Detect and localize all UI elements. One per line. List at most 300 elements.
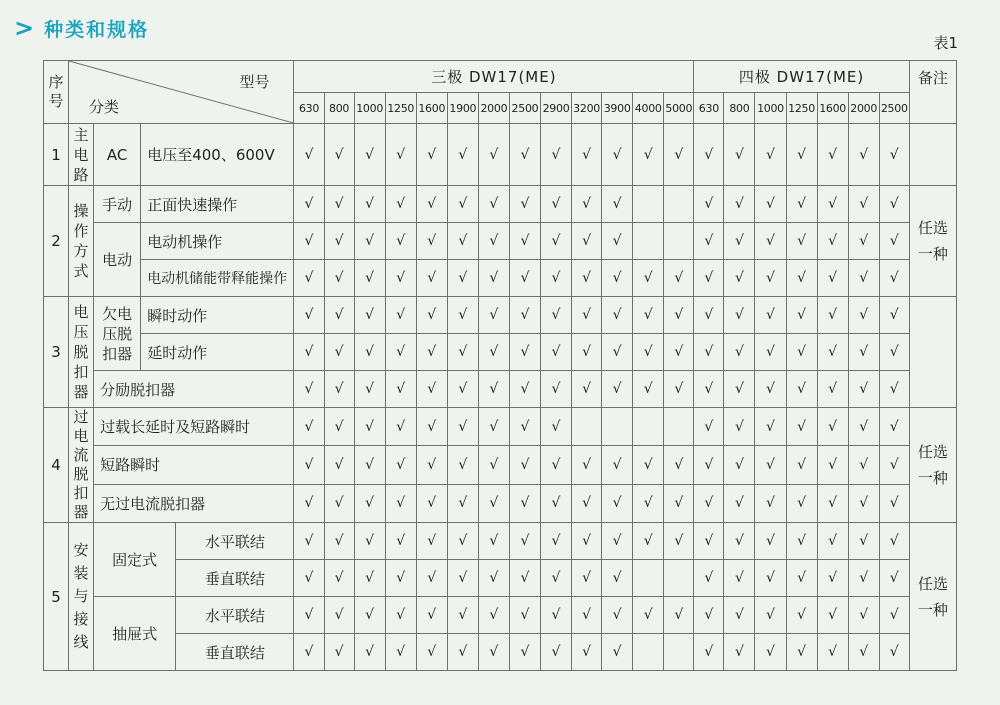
check-four-1000: √ <box>755 223 786 260</box>
group-overcurrent <box>69 408 94 523</box>
check-four-1600: √ <box>817 124 848 186</box>
amp-three-630: 630 <box>294 93 324 124</box>
check-three-3900: √ <box>602 260 633 297</box>
check-three-1600: √ <box>416 334 447 371</box>
check-three-1000: √ <box>354 124 385 186</box>
amp-three-4000: 4000 <box>633 93 664 124</box>
check-three-800: √ <box>324 408 354 446</box>
check-four-1600: √ <box>817 484 848 522</box>
check-three-630: √ <box>294 634 324 671</box>
check-three-5000 <box>664 223 694 260</box>
check-three-3200: √ <box>572 484 602 522</box>
table-row <box>44 560 957 597</box>
remark-cell <box>909 523 956 671</box>
check-four-630: √ <box>694 297 724 334</box>
check-three-1900: √ <box>447 124 478 186</box>
check-four-630: √ <box>694 124 724 186</box>
check-four-1000: √ <box>755 186 786 223</box>
check-four-1600: √ <box>817 597 848 634</box>
check-four-2000: √ <box>848 408 879 446</box>
check-three-2900: √ <box>540 446 571 484</box>
check-four-1250: √ <box>786 297 817 334</box>
check-three-2500: √ <box>509 560 540 597</box>
item-fixed-vertical: 垂直联结 <box>176 560 294 597</box>
check-three-4000: √ <box>633 297 664 334</box>
check-three-2500: √ <box>509 523 540 560</box>
check-three-3900: √ <box>602 597 633 634</box>
check-three-1250: √ <box>385 124 416 186</box>
seq-5: 5 <box>44 523 69 671</box>
check-four-2000: √ <box>848 297 879 334</box>
check-three-800: √ <box>324 484 354 522</box>
check-three-800: √ <box>324 260 354 297</box>
check-three-1600: √ <box>416 260 447 297</box>
header-four-pole: 四极 DW17(ME) <box>694 61 909 93</box>
amp-four-2500: 2500 <box>879 93 909 124</box>
check-four-630: √ <box>694 634 724 671</box>
check-three-800: √ <box>324 186 354 223</box>
check-four-1250: √ <box>786 560 817 597</box>
check-three-2500: √ <box>509 223 540 260</box>
sub-electric: 电动 <box>94 223 141 297</box>
item-instant: 瞬时动作 <box>141 297 294 334</box>
check-three-1000: √ <box>354 408 385 446</box>
check-three-1600: √ <box>416 223 447 260</box>
check-three-5000: √ <box>664 124 694 186</box>
amp-four-2000: 2000 <box>848 93 879 124</box>
check-three-630: √ <box>294 408 324 446</box>
check-four-2000: √ <box>848 446 879 484</box>
check-three-630: √ <box>294 334 324 371</box>
sub-fixed: 固定式 <box>94 523 176 597</box>
amp-three-1250: 1250 <box>385 93 416 124</box>
check-four-2500: √ <box>879 223 909 260</box>
check-four-1600: √ <box>817 260 848 297</box>
check-three-1900: √ <box>447 408 478 446</box>
remark-cell <box>909 408 956 523</box>
check-three-2900: √ <box>540 484 571 522</box>
check-three-1000: √ <box>354 186 385 223</box>
check-three-1000: √ <box>354 297 385 334</box>
check-three-1250: √ <box>385 371 416 408</box>
check-four-630: √ <box>694 186 724 223</box>
check-three-1000: √ <box>354 334 385 371</box>
check-three-2000: √ <box>478 634 509 671</box>
amp-three-1000: 1000 <box>354 93 385 124</box>
group-operation <box>69 186 94 297</box>
check-four-2500: √ <box>879 634 909 671</box>
check-four-800: √ <box>724 634 755 671</box>
check-four-1250: √ <box>786 446 817 484</box>
check-three-2900: √ <box>540 260 571 297</box>
check-four-2500: √ <box>879 334 909 371</box>
check-four-1600: √ <box>817 408 848 446</box>
check-four-2500: √ <box>879 124 909 186</box>
check-three-800: √ <box>324 560 354 597</box>
check-three-3900: √ <box>602 223 633 260</box>
check-three-630: √ <box>294 186 324 223</box>
check-three-2000: √ <box>478 371 509 408</box>
group-main-circuit <box>69 124 94 186</box>
check-three-3900: √ <box>602 484 633 522</box>
sub-manual: 手动 <box>94 186 141 223</box>
check-three-4000: √ <box>633 446 664 484</box>
check-four-2500: √ <box>879 597 909 634</box>
check-four-1000: √ <box>755 560 786 597</box>
amp-four-800: 800 <box>724 93 755 124</box>
check-three-1900: √ <box>447 446 478 484</box>
check-four-800: √ <box>724 334 755 371</box>
check-three-1900: √ <box>447 186 478 223</box>
check-three-3900: √ <box>602 634 633 671</box>
check-four-2000: √ <box>848 560 879 597</box>
check-three-5000: √ <box>664 260 694 297</box>
check-three-630: √ <box>294 297 324 334</box>
check-three-1900: √ <box>447 484 478 522</box>
check-three-3900: √ <box>602 446 633 484</box>
chevron-right-icon: > <box>14 14 35 42</box>
check-four-800: √ <box>724 484 755 522</box>
check-three-3900: √ <box>602 124 633 186</box>
check-three-5000: √ <box>664 297 694 334</box>
check-four-630: √ <box>694 560 724 597</box>
check-four-1000: √ <box>755 523 786 560</box>
check-four-630: √ <box>694 523 724 560</box>
check-three-1250: √ <box>385 297 416 334</box>
item-short-instant: 短路瞬时 <box>94 446 294 484</box>
check-three-3900: √ <box>602 334 633 371</box>
check-three-3900: √ <box>602 297 633 334</box>
check-three-2000: √ <box>478 446 509 484</box>
check-three-800: √ <box>324 523 354 560</box>
amp-three-2500: 2500 <box>509 93 540 124</box>
remark-text: 任选一种 <box>917 443 948 487</box>
table-row <box>44 484 957 522</box>
group-voltage-release-text: 电压脱扣器 <box>73 303 89 401</box>
check-three-5000: √ <box>664 446 694 484</box>
check-three-1250: √ <box>385 334 416 371</box>
check-three-3200: √ <box>572 297 602 334</box>
seq-3: 3 <box>44 297 69 408</box>
check-three-2900: √ <box>540 124 571 186</box>
check-four-2500: √ <box>879 446 909 484</box>
check-three-5000 <box>664 634 694 671</box>
check-three-1900: √ <box>447 260 478 297</box>
item-voltage: 电压至400、600V <box>141 124 294 186</box>
check-three-1600: √ <box>416 634 447 671</box>
group-voltage-release <box>69 297 94 408</box>
sub-undervoltage <box>94 297 141 371</box>
check-three-1600: √ <box>416 124 447 186</box>
seq-1: 1 <box>44 124 69 186</box>
check-three-3900: √ <box>602 560 633 597</box>
table-row <box>44 186 957 223</box>
check-three-800: √ <box>324 223 354 260</box>
check-three-2900: √ <box>540 334 571 371</box>
amp-three-3900: 3900 <box>602 93 633 124</box>
check-three-800: √ <box>324 124 354 186</box>
check-four-800: √ <box>724 124 755 186</box>
check-three-5000: √ <box>664 597 694 634</box>
check-three-630: √ <box>294 597 324 634</box>
check-three-630: √ <box>294 371 324 408</box>
check-three-2000: √ <box>478 484 509 522</box>
check-three-1900: √ <box>447 597 478 634</box>
header-seq <box>44 61 69 124</box>
check-three-1600: √ <box>416 371 447 408</box>
check-four-2000: √ <box>848 634 879 671</box>
amp-three-1900: 1900 <box>447 93 478 124</box>
item-drawout-vertical: 垂直联结 <box>176 634 294 671</box>
check-three-1600: √ <box>416 446 447 484</box>
check-three-1000: √ <box>354 446 385 484</box>
check-four-1250: √ <box>786 408 817 446</box>
check-four-800: √ <box>724 371 755 408</box>
check-four-1600: √ <box>817 186 848 223</box>
check-three-3200: √ <box>572 371 602 408</box>
table-row <box>44 260 957 297</box>
check-three-5000: √ <box>664 484 694 522</box>
check-three-5000 <box>664 408 694 446</box>
check-three-2500: √ <box>509 408 540 446</box>
check-four-630: √ <box>694 446 724 484</box>
check-three-1250: √ <box>385 597 416 634</box>
check-four-800: √ <box>724 560 755 597</box>
check-three-2900: √ <box>540 560 571 597</box>
table-row <box>44 297 957 334</box>
item-no-overcurrent: 无过电流脱扣器 <box>94 484 294 522</box>
check-three-800: √ <box>324 446 354 484</box>
check-four-2500: √ <box>879 523 909 560</box>
check-four-800: √ <box>724 523 755 560</box>
check-three-630: √ <box>294 523 324 560</box>
check-four-2500: √ <box>879 297 909 334</box>
check-four-2000: √ <box>848 597 879 634</box>
seq-2: 2 <box>44 186 69 297</box>
remark-cell <box>909 186 956 297</box>
check-three-4000: √ <box>633 523 664 560</box>
check-three-2500: √ <box>509 634 540 671</box>
check-three-1250: √ <box>385 408 416 446</box>
check-three-3200: √ <box>572 186 602 223</box>
check-three-1000: √ <box>354 560 385 597</box>
check-three-2000: √ <box>478 408 509 446</box>
check-three-2000: √ <box>478 223 509 260</box>
item-long-delay: 过载长延时及短路瞬时 <box>94 408 294 446</box>
check-four-800: √ <box>724 186 755 223</box>
check-four-800: √ <box>724 408 755 446</box>
check-three-4000 <box>633 186 664 223</box>
check-three-3200: √ <box>572 334 602 371</box>
check-three-2000: √ <box>478 186 509 223</box>
check-three-2000: √ <box>478 334 509 371</box>
check-four-2000: √ <box>848 334 879 371</box>
table-row <box>44 523 957 560</box>
group-mounting <box>69 523 94 671</box>
check-four-1000: √ <box>755 371 786 408</box>
sub-drawout: 抽屉式 <box>94 597 176 671</box>
check-four-1250: √ <box>786 523 817 560</box>
check-three-1600: √ <box>416 297 447 334</box>
item-motor-store: 电动机储能带释能操作 <box>141 260 294 297</box>
check-three-2900: √ <box>540 634 571 671</box>
check-three-1250: √ <box>385 634 416 671</box>
table-row <box>44 334 957 371</box>
check-three-1000: √ <box>354 484 385 522</box>
table-number: 表1 <box>933 34 958 52</box>
check-four-800: √ <box>724 297 755 334</box>
check-four-630: √ <box>694 408 724 446</box>
check-three-630: √ <box>294 484 324 522</box>
check-three-5000 <box>664 186 694 223</box>
check-four-1600: √ <box>817 446 848 484</box>
check-three-3900: √ <box>602 523 633 560</box>
check-four-1250: √ <box>786 186 817 223</box>
check-three-1250: √ <box>385 523 416 560</box>
header-category: 分类 <box>89 98 120 116</box>
check-three-4000: √ <box>633 371 664 408</box>
check-three-3200 <box>572 408 602 446</box>
check-four-1000: √ <box>755 334 786 371</box>
table-row <box>44 223 957 260</box>
amp-three-2000: 2000 <box>478 93 509 124</box>
check-four-2000: √ <box>848 124 879 186</box>
amp-four-630: 630 <box>694 93 724 124</box>
check-four-630: √ <box>694 334 724 371</box>
check-three-4000 <box>633 223 664 260</box>
check-four-2500: √ <box>879 484 909 522</box>
check-three-2000: √ <box>478 560 509 597</box>
check-three-2500: √ <box>509 186 540 223</box>
check-three-1900: √ <box>447 371 478 408</box>
check-four-800: √ <box>724 597 755 634</box>
section-header <box>14 14 149 42</box>
check-three-3200: √ <box>572 446 602 484</box>
check-three-3200: √ <box>572 560 602 597</box>
check-three-2900: √ <box>540 597 571 634</box>
table-row <box>44 371 957 408</box>
check-three-1900: √ <box>447 523 478 560</box>
check-three-2500: √ <box>509 371 540 408</box>
check-three-630: √ <box>294 560 324 597</box>
check-three-1250: √ <box>385 484 416 522</box>
check-four-2000: √ <box>848 484 879 522</box>
table-row <box>44 634 957 671</box>
check-four-2500: √ <box>879 408 909 446</box>
table-row <box>44 408 957 446</box>
check-four-1000: √ <box>755 446 786 484</box>
header-three-pole: 三极 DW17(ME) <box>294 61 694 93</box>
check-three-4000 <box>633 408 664 446</box>
check-four-2000: √ <box>848 371 879 408</box>
check-three-800: √ <box>324 634 354 671</box>
check-four-1250: √ <box>786 334 817 371</box>
check-four-1600: √ <box>817 334 848 371</box>
check-four-1600: √ <box>817 297 848 334</box>
check-three-630: √ <box>294 260 324 297</box>
check-three-5000: √ <box>664 334 694 371</box>
item-front-quick: 正面快速操作 <box>141 186 294 223</box>
amp-three-2900: 2900 <box>540 93 571 124</box>
check-four-1600: √ <box>817 560 848 597</box>
check-three-2500: √ <box>509 124 540 186</box>
check-three-4000: √ <box>633 597 664 634</box>
check-three-1900: √ <box>447 560 478 597</box>
sub-undervoltage-text: 欠电压脱扣器 <box>102 304 133 363</box>
check-four-1000: √ <box>755 484 786 522</box>
group-operation-text: 操作方式 <box>73 202 89 280</box>
check-three-4000 <box>633 560 664 597</box>
check-three-2900: √ <box>540 186 571 223</box>
check-three-1250: √ <box>385 223 416 260</box>
seq-4: 4 <box>44 408 69 523</box>
check-three-2900: √ <box>540 371 571 408</box>
item-fixed-horizontal: 水平联结 <box>176 523 294 560</box>
check-four-1250: √ <box>786 484 817 522</box>
check-three-1900: √ <box>447 334 478 371</box>
check-three-1000: √ <box>354 634 385 671</box>
check-three-2000: √ <box>478 297 509 334</box>
check-three-2900: √ <box>540 408 571 446</box>
sub-ac: AC <box>94 124 141 186</box>
table-row <box>44 597 957 634</box>
check-three-3200: √ <box>572 634 602 671</box>
check-three-3200: √ <box>572 597 602 634</box>
check-four-2500: √ <box>879 371 909 408</box>
check-three-1250: √ <box>385 446 416 484</box>
check-three-1250: √ <box>385 260 416 297</box>
check-three-1000: √ <box>354 223 385 260</box>
check-four-2500: √ <box>879 260 909 297</box>
check-three-5000 <box>664 560 694 597</box>
check-four-800: √ <box>724 260 755 297</box>
check-three-1900: √ <box>447 223 478 260</box>
check-four-2000: √ <box>848 523 879 560</box>
check-three-1900: √ <box>447 634 478 671</box>
amp-three-3200: 3200 <box>572 93 602 124</box>
amp-three-5000: 5000 <box>664 93 694 124</box>
check-three-800: √ <box>324 297 354 334</box>
check-three-3200: √ <box>572 523 602 560</box>
check-three-3200: √ <box>572 260 602 297</box>
check-three-800: √ <box>324 371 354 408</box>
check-three-2000: √ <box>478 124 509 186</box>
amp-four-1600: 1600 <box>817 93 848 124</box>
check-three-630: √ <box>294 446 324 484</box>
check-three-4000: √ <box>633 260 664 297</box>
remark-text: 任选一种 <box>917 219 948 263</box>
check-three-3900: √ <box>602 371 633 408</box>
remark-cell <box>909 124 956 186</box>
check-four-1000: √ <box>755 408 786 446</box>
check-four-2000: √ <box>848 223 879 260</box>
page-title: 种类和规格 <box>44 18 150 41</box>
remark-text: 任选一种 <box>917 574 948 619</box>
check-four-1250: √ <box>786 124 817 186</box>
check-three-1600: √ <box>416 560 447 597</box>
check-four-1600: √ <box>817 223 848 260</box>
check-three-2900: √ <box>540 297 571 334</box>
check-three-2500: √ <box>509 334 540 371</box>
check-three-4000: √ <box>633 334 664 371</box>
check-three-3900 <box>602 408 633 446</box>
check-four-1000: √ <box>755 634 786 671</box>
check-three-4000: √ <box>633 124 664 186</box>
header-remark: 备注 <box>909 61 956 124</box>
spec-table-body <box>44 124 957 671</box>
check-three-2900: √ <box>540 223 571 260</box>
check-three-2500: √ <box>509 484 540 522</box>
